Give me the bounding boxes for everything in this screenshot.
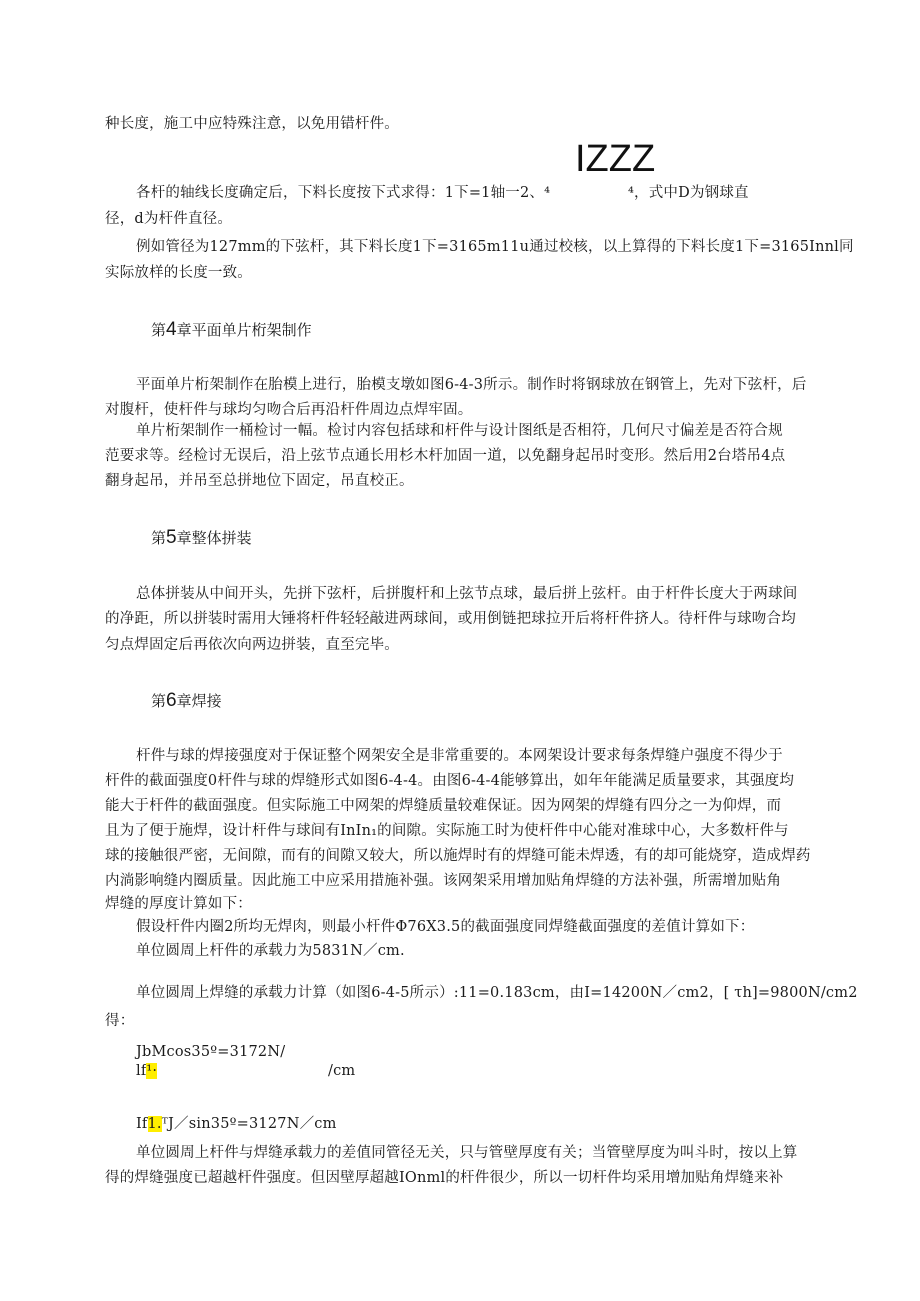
chapter4-title: 章平面单片桁架制作 [176,321,312,339]
chapter5-number: 5 [166,527,177,548]
ch6-p1-line1: 杆件与球的焊接强度对于保证整个网架安全是非常重要的。本网架设计要求每条焊缝户强度不得少于 [136,748,783,764]
ch6-p5-line1: 单位圆周上杆件与焊缝承载力的差值同管径无关，只与管壁厚度有关；当管壁厚度为叫斗时，按以上算 [136,1145,798,1161]
chapter6-heading [151,691,222,711]
ch4-p2-line3: 翻身起吊，并吊至总拼地位下固定，吊直校正。 [105,473,414,489]
chapter6-title: 章焊接 [176,692,222,710]
ch6-p3: 单位圆周上杆件的承载力为5831N／cm. [136,943,405,959]
ch6-p1-line5: 球的接触很严密，无间隙，而有的间隙又较大，所以施焊时有的焊缝可能未焊透，有的却可能烧穿，造成焊药 [105,848,811,864]
ch6-p5-line2: 得的焊缝强度已超越杆件强度。但因壁厚超越IOnml的杆件很少，所以一切杆件均采用增加贴角焊缝来补 [105,1170,784,1186]
ch4-p2-line2: 范要求等。经检讨无误后，沿上弦节点通长用杉木杆加固一道，以免翻身起吊时变形。然后用2台塔吊4点 [105,448,786,464]
formula1-highlight: ¹· [146,1063,158,1079]
ch4-p1-line2: 对腹杆，使杆件与球均匀吻合后再沿杆件周边点焊牢固。 [105,402,473,418]
formula2 [136,1115,337,1133]
chapter6-prefix: 第 [151,692,167,710]
chapter6-number: 6 [166,690,177,711]
formula1-top: JbMcos35º=3172N/ [136,1044,286,1060]
chapter4-heading [151,320,312,340]
ch6-p1-line2: 杆件的截面强度0杆件与球的焊缝形式如图6-4-4。由图6-4-4能够算出，如年年能满足质量要求，其强度均 [105,773,795,789]
formula1-bottom [136,1062,157,1080]
ch6-p1-line4: 且为了便于施焊，设计杆件与球间有InIn₁的间隙。实际施工时为使杆件中心能对准球中心，大多数杆件与 [105,823,789,839]
ch5-p1-line2: 的净距，所以拼装时需用大锤将杆件轻轻敲进两球间，或用倒链把球拉开后将杆件挤人。待杆件与球吻合均 [105,611,796,627]
chapter4-prefix: 第 [151,321,167,339]
large-title: IZZZ [575,138,656,180]
ch4-p2-line1: 单片桁架制作一桶检讨一幅。检讨内容包括球和杆件与设计图纸是否相符，几何尺寸偏差是否符合规 [136,423,783,439]
formula1-lf: lf [136,1063,147,1079]
ch6-p4-line2: 得： [105,1013,135,1029]
length-formula-tail: ⁴，式中D为钢球直 [628,185,749,201]
length-formula-line: 各杆的轴线长度确定后，下料长度按下式求得：1下=1轴一2、⁴ [136,185,551,201]
formula2-pre: If [136,1116,148,1132]
ch6-p1-line7: 焊缝的厚度计算如下： [105,896,252,912]
formula1-unit: /cm [328,1063,356,1079]
ch5-p1-line1: 总体拼装从中间开头，先拼下弦杆，后拼腹杆和上弦节点球，最后拼上弦杆。由于杆件长度大于两球间 [136,586,798,602]
chapter5-title: 章整体拼装 [176,529,252,547]
formula2-highlight: 1. [147,1116,162,1132]
chapter5-heading [151,528,252,548]
chapter4-number: 4 [166,319,177,340]
ch6-p1-line3: 能大于杆件的截面强度。但实际施工中网架的焊缝质量较难保证。因为网架的焊缝有四分之一为仰焊，而 [105,798,782,814]
formula2-post: ᵀJ／sin35º=3127N／cm [161,1116,337,1132]
intro-line: 种长度，施工中应特殊注意，以免用错杆件。 [105,116,399,132]
ch6-p2: 假设杆件内圈2所均无焊肉，则最小杆件Φ76X3.5的截面强度同焊缝截面强度的差值计算如下： [136,919,755,935]
length-formula-line2: 径，d为杆件直径。 [105,211,233,227]
ch5-p1-line3: 匀点焊固定后再依次向两边拼装，直至完毕。 [105,637,399,653]
example-line2: 实际放样的长度一致。 [105,265,252,281]
ch6-p1-line6: 内淌影响缝内圈质量。因此施工中应采用措施补强。该网架采用增加贴角焊缝的方法补强，所需增加贴角 [105,873,782,889]
ch6-p4-line1: 单位圆周上焊缝的承载力计算（如图6-4-5所示）:11=0.183cm，由I=14200N／cm2，[ τh]=9800N/cm2 [136,985,858,1001]
chapter5-prefix: 第 [151,529,167,547]
example-line1: 例如管径为127mm的下弦杆，其下料长度1下=3165m11u通过校核，以上算得的下料长度1下=3165Innl同 [136,239,854,255]
ch4-p1-line1: 平面单片桁架制作在胎模上进行，胎模支墩如图6-4-3所示。制作时将钢球放在钢管上，先对下弦杆，后 [136,377,807,393]
